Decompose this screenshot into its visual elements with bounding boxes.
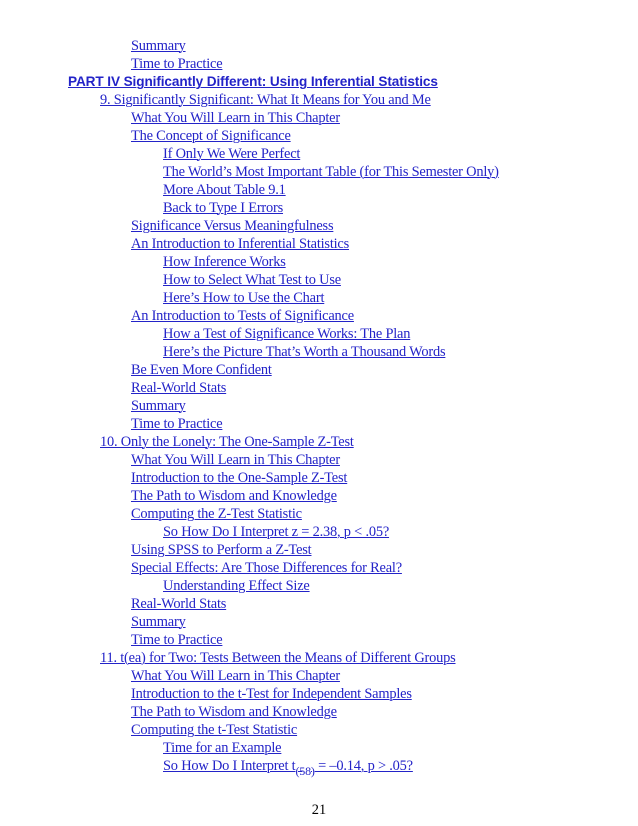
toc-section-link[interactable]: Summary — [131, 38, 186, 54]
toc-subsection-link[interactable]: Here’s the Picture That’s Worth a Thousand Words — [163, 344, 446, 360]
toc-subsection-link[interactable]: How a Test of Significance Works: The Plan — [163, 326, 411, 342]
toc-subsection-link[interactable]: Here’s How to Use the Chart — [163, 290, 325, 306]
toc-section-link[interactable]: The Path to Wisdom and Knowledge — [131, 704, 337, 720]
toc-subsection-link[interactable] — [0, 757, 638, 778]
toc-link-text: So How Do I Interpret t — [163, 758, 296, 774]
toc-chapter-link[interactable]: 9. Significantly Significant: What It Means for You and Me — [100, 92, 431, 108]
toc-section-link[interactable]: Introduction to the One-Sample Z-Test — [131, 470, 348, 486]
toc-subsection-link[interactable]: Back to Type I Errors — [163, 200, 284, 216]
toc-section-link[interactable]: The Path to Wisdom and Knowledge — [131, 488, 337, 504]
toc-section-link[interactable]: Summary — [131, 614, 186, 630]
toc-section-link[interactable]: Summary — [131, 398, 186, 414]
toc-section-link[interactable]: An Introduction to Tests of Significance — [131, 308, 354, 324]
toc-subsection-link[interactable]: How Inference Works — [163, 254, 286, 270]
toc-section-link[interactable]: The Concept of Significance — [131, 128, 291, 144]
toc-section-link[interactable]: What You Will Learn in This Chapter — [131, 110, 340, 126]
toc-section-link[interactable]: Time to Practice — [131, 56, 223, 72]
toc-subsection-link[interactable]: So How Do I Interpret z = 2.38, p < .05? — [163, 524, 390, 540]
toc-section-link[interactable]: What You Will Learn in This Chapter — [131, 668, 340, 684]
table-of-contents — [0, 37, 638, 778]
toc-subsection-link[interactable]: More About Table 9.1 — [163, 182, 286, 198]
toc-section-link[interactable]: Be Even More Confident — [131, 362, 272, 378]
toc-section-link[interactable]: Computing the t-Test Statistic — [131, 722, 298, 738]
toc-subsection-link[interactable]: Understanding Effect Size — [163, 578, 310, 594]
page-number: 21 — [311, 802, 327, 818]
toc-section-link[interactable]: Time to Practice — [131, 632, 223, 648]
degrees-of-freedom-subscript: (58) — [295, 764, 315, 778]
toc-chapter-link[interactable]: 11. t(ea) for Two: Tests Between the Means of Different Groups — [100, 650, 456, 666]
toc-subsection-link[interactable]: The World’s Most Important Table (for This Semester Only) — [163, 164, 499, 180]
toc-section-link[interactable]: Real-World Stats — [131, 596, 227, 612]
toc-section-link[interactable]: Time to Practice — [131, 416, 223, 432]
toc-section-link[interactable]: Computing the Z-Test Statistic — [131, 506, 302, 522]
toc-section-link[interactable]: An Introduction to Inferential Statistics — [131, 236, 350, 252]
toc-section-link[interactable]: Significance Versus Meaningfulness — [131, 218, 334, 234]
toc-link-text: = –0.14, p > .05? — [314, 758, 413, 774]
toc-section-link[interactable]: Using SPSS to Perform a Z-Test — [131, 542, 312, 558]
toc-section-link[interactable]: Introduction to the t-Test for Independent Samples — [131, 686, 412, 702]
toc-section-link[interactable]: What You Will Learn in This Chapter — [131, 452, 340, 468]
toc-subsection-link[interactable]: Time for an Example — [163, 740, 282, 756]
toc-subsection-link[interactable]: How to Select What Test to Use — [163, 272, 341, 288]
toc-section-link[interactable]: Special Effects: Are Those Differences for Real? — [131, 560, 402, 576]
toc-section-link[interactable]: Real-World Stats — [131, 380, 227, 396]
toc-subsection-link[interactable]: If Only We Were Perfect — [163, 146, 301, 162]
toc-part-link[interactable]: PART IV Significantly Different: Using Inferential Statistics — [68, 74, 438, 89]
toc-chapter-link[interactable]: 10. Only the Lonely: The One-Sample Z-Test — [100, 434, 354, 450]
